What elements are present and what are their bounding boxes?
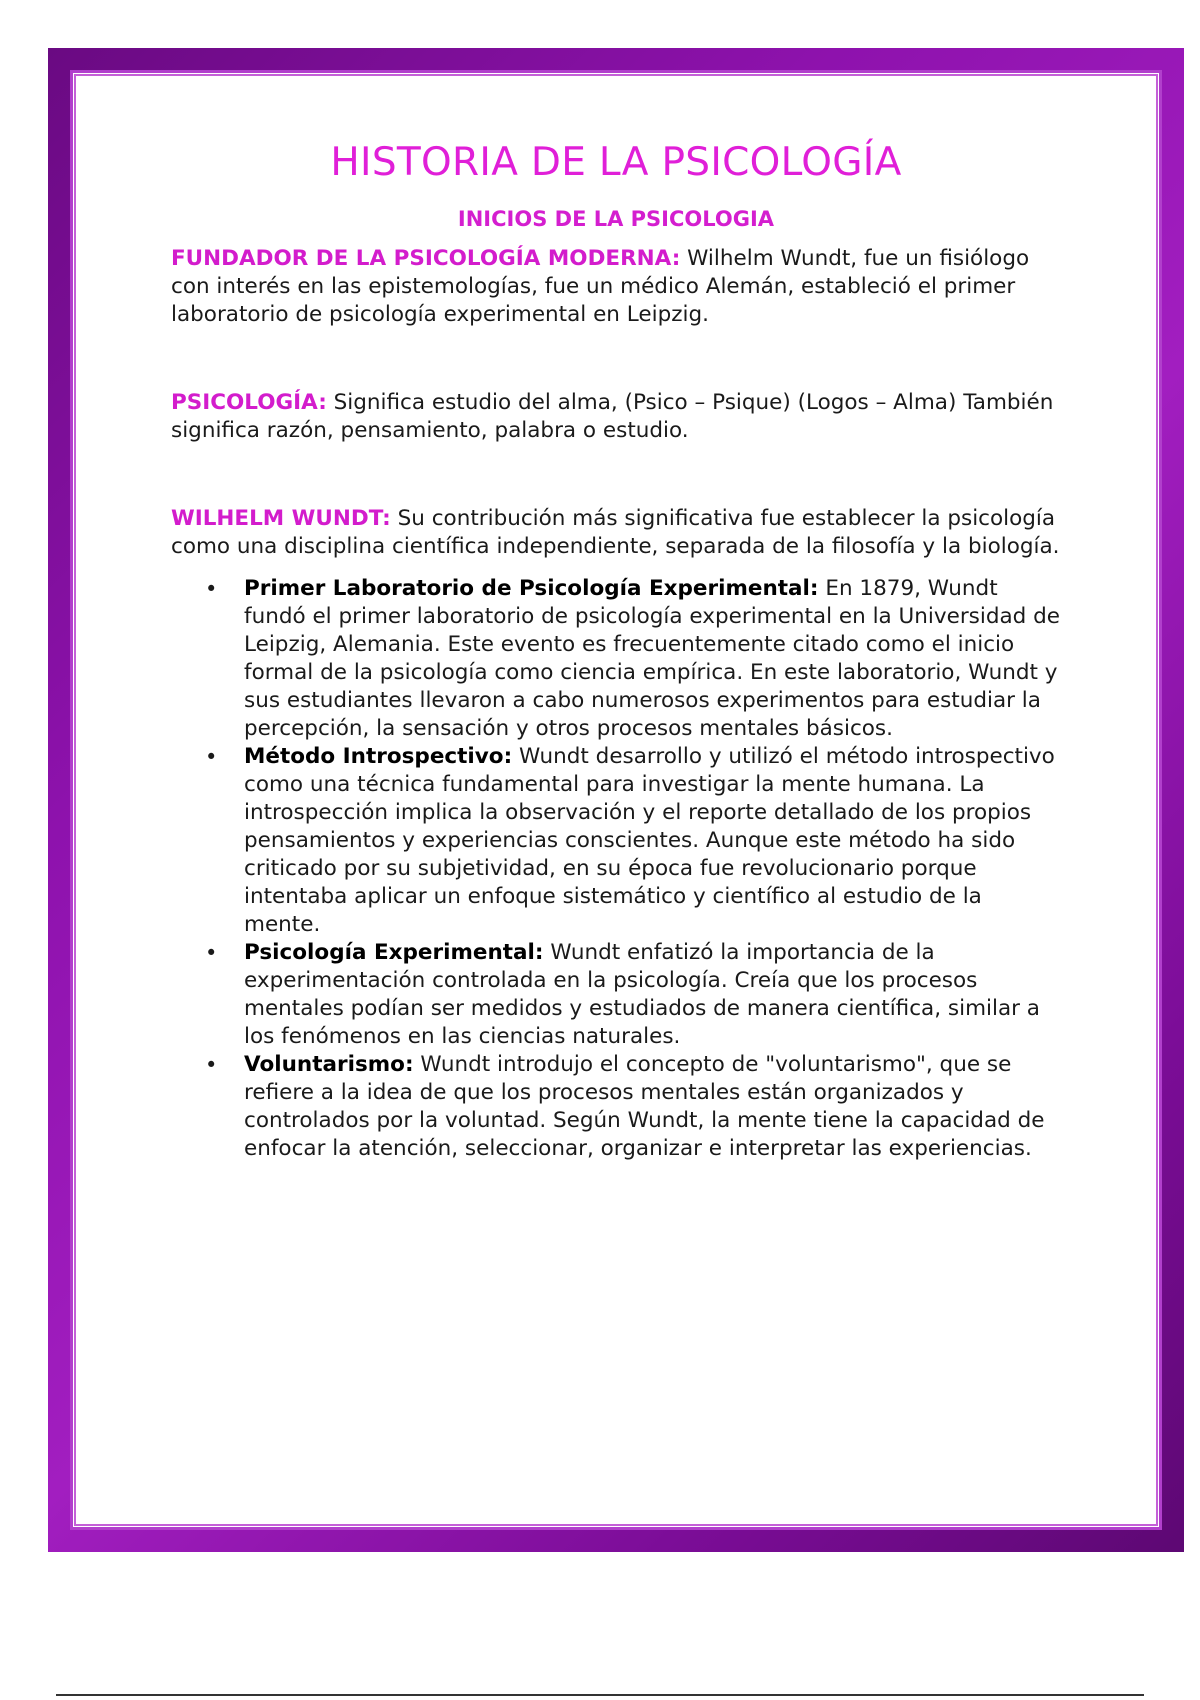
- contributions-list: [171, 575, 1061, 1163]
- section-wundt: [171, 505, 1061, 561]
- list-item: [171, 743, 1061, 939]
- list-item: [171, 1051, 1061, 1163]
- section-fundador-text: Wilhelm Wundt, fue un fisiólogo con interés en las epistemologías, fue un médico Alemán, estableció el primer laboratorio de psicología experimental en Leipzig.: [171, 246, 1030, 327]
- bullet-term: Psicología Experimental:: [244, 940, 544, 965]
- bullet-term: Primer Laboratorio de Psicología Experimental:: [244, 576, 819, 601]
- bullet-term: Voluntarismo:: [244, 1052, 414, 1077]
- section-psicologia-text: Significa estudio del alma, (Psico – Psique) (Logos – Alma) También significa razón, pensamiento, palabra o estudio.: [171, 390, 1054, 443]
- section-fundador-label: FUNDADOR DE LA PSICOLOGÍA MODERNA:: [171, 246, 681, 271]
- section-psicologia: [171, 389, 1061, 445]
- bullet-text: Wundt introdujo el concepto de "voluntarismo", que se refiere a la idea de que los procesos mentales están organizados y controlados por la voluntad. Según Wundt, la mente tiene la capacidad de enfocar la atención, seleccionar, organizar e interpretar las experiencias.: [244, 1052, 1045, 1161]
- bullet-icon: •: [205, 745, 218, 769]
- section-fundador: [171, 245, 1061, 329]
- section-wundt-text: Su contribución más significativa fue establecer la psicología como una disciplina científica independiente, separada de la filosofía y la biología.: [171, 506, 1060, 559]
- list-item: [171, 939, 1061, 1051]
- list-item: [171, 575, 1061, 743]
- section-wundt-label: WILHELM WUNDT:: [171, 506, 391, 531]
- bullet-icon: •: [205, 941, 218, 965]
- document-subtitle: INICIOS DE LA PSICOLOGIA: [457, 207, 775, 231]
- bullet-text: Wundt enfatizó la importancia de la experimentación controlada en la psicología. Creía que los procesos mentales podían ser medidos y estudiados de manera científica, similar a los fenómenos en las ciencias naturales.: [244, 940, 1040, 1049]
- document-content: [171, 140, 1061, 1163]
- bullet-term: Método Introspectivo:: [244, 744, 513, 769]
- bullet-icon: •: [205, 577, 218, 601]
- bullet-text: En 1879, Wundt fundó el primer laboratorio de psicología experimental en la Universidad de Leipzig, Alemania. Este evento es frecuentemente citado como el inicio formal de la psicología como ciencia empírica. En este laboratorio, Wundt y sus estudiantes llevaron a cabo numerosos experimentos para estudiar la percepción, la sensación y otros procesos mentales básicos.: [244, 576, 1061, 741]
- document-title: HISTORIA DE LA PSICOLOGÍA: [330, 140, 902, 185]
- bullet-icon: •: [205, 1053, 218, 1077]
- footer-rule: [56, 1694, 1144, 1696]
- bullet-text: Wundt desarrollo y utilizó el método introspectivo como una técnica fundamental para investigar la mente humana. La introspección implica la observación y el reporte detallado de los propios pensamientos y experiencias conscientes. Aunque este método ha sido criticado por su subjetividad, en su época fue revolucionario porque intentaba aplicar un enfoque sistemático y científico al estudio de la mente.: [244, 744, 1055, 937]
- section-psicologia-label: PSICOLOGÍA:: [171, 390, 327, 415]
